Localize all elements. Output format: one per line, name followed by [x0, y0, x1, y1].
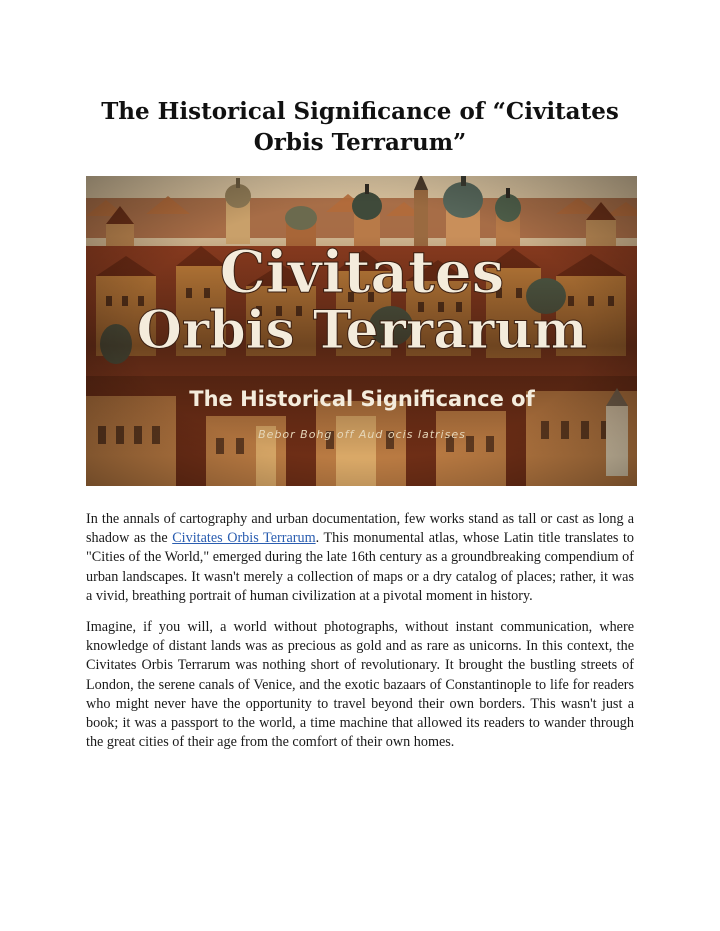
paragraph-1-text-start: In the annals of cartography and urban documentation, few works stand as tall or cast as long a shadow as the [86, 511, 634, 547]
city-illustration [86, 176, 637, 486]
paragraph-1-text-end: . This monumental atlas, whose Latin title translates to "Cities of the World," emerged during the late 16th century as a groundbreaking compendium of urban landscapes. It wasn't merely a collection of maps or a dry catalog of places; rather, it was a vivid, breathing portrait of human civilization at a pivotal moment in history. [86, 530, 634, 604]
hero-subtitle: The Historical Significance of [189, 387, 535, 411]
hero-caption: Bebor Bohg off Aud ocis latrises [258, 428, 466, 441]
hero-image [86, 176, 637, 486]
hero-title-line-2: Orbis Terrarum [136, 300, 588, 361]
paragraph-1 [86, 510, 634, 606]
civitates-orbis-terrarum-link[interactable]: Civitates Orbis Terrarum [172, 530, 316, 547]
paragraph-2: Imagine, if you will, a world without photographs, without instant communication, where knowledge of distant lands was as precious as gold and as rare as unicorns. In this context, the Civitates Orbis Terrarum was nothing short of revolutionary. It brought the bustling streets of London, the serene canals of Venice, and the exotic bazaars of Constantinople to life for readers who might never have the opportunity to travel beyond their own borders. This wasn't just a book; it was a passport to the world, a time machine that allowed its readers to wander through the great cities of their age from the comfort of their own homes. [86, 619, 634, 751]
hero-title-line-1: Civitates [219, 238, 505, 306]
page-title: The Historical Significance of “Civitates Orbis Terrarum” [101, 98, 619, 156]
article-body [86, 510, 634, 764]
